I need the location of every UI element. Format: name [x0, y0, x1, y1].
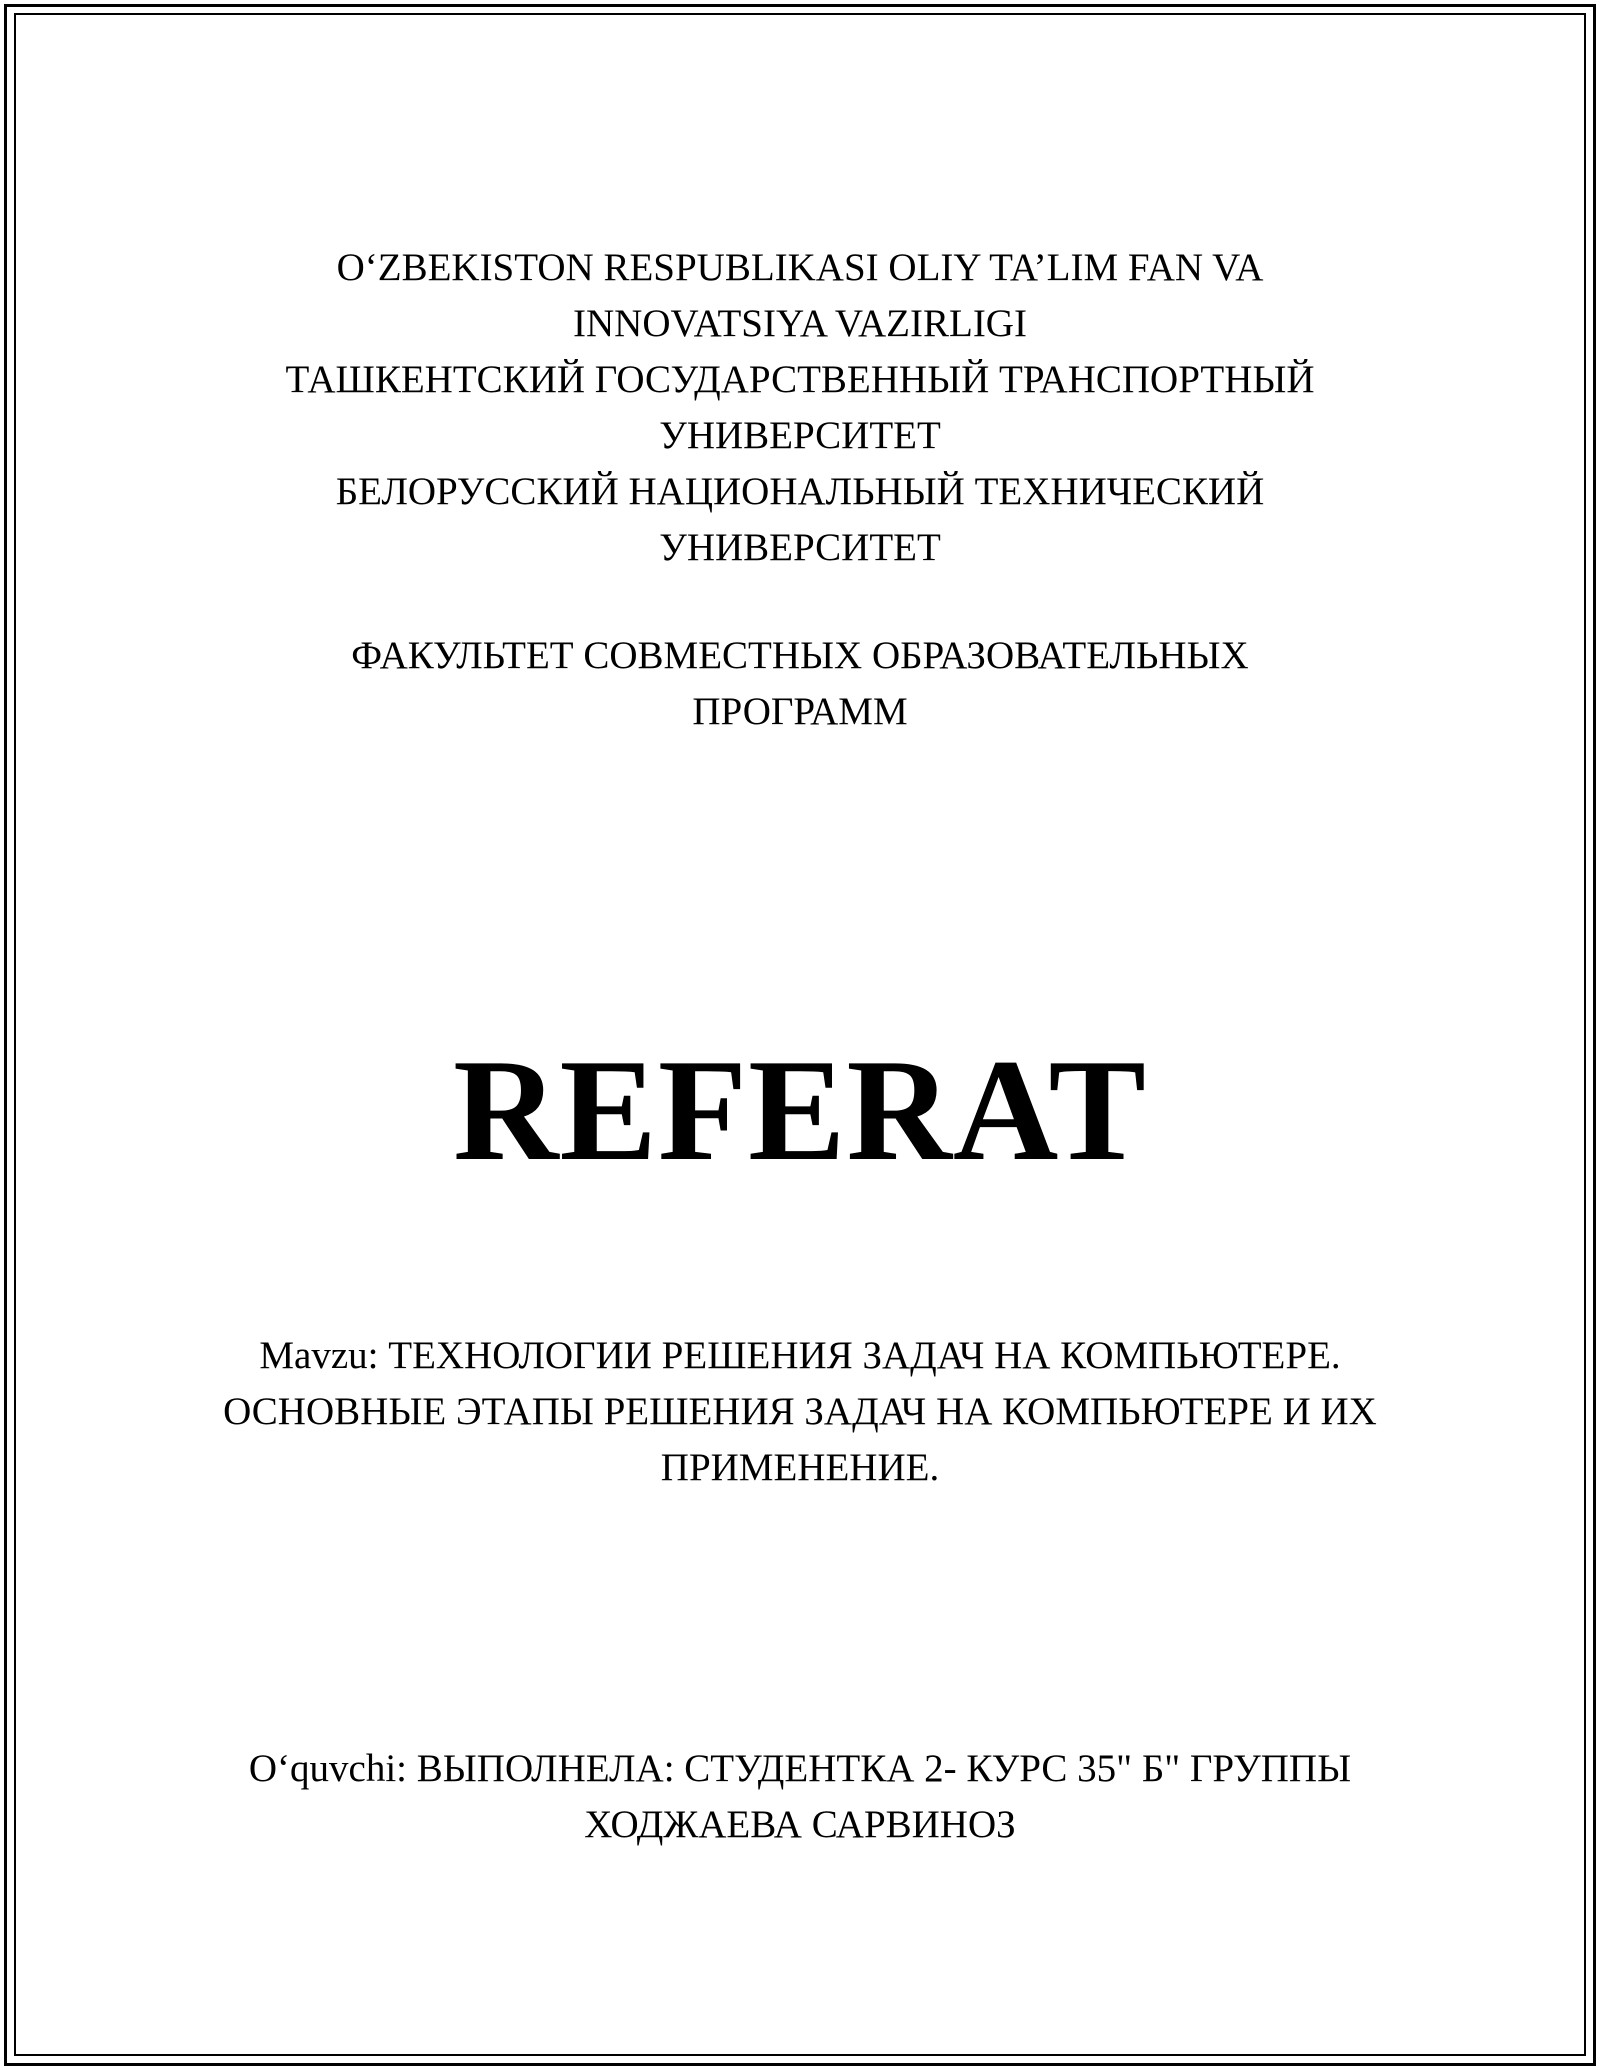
ministry-line-2: INNOVATSIYA VAZIRLIGI [573, 302, 1027, 345]
document-title: REFERAT [453, 1029, 1147, 1191]
topic-block [0, 1328, 1600, 1496]
university-line-1: ТАШКЕНТСКИЙ ГОСУДАРСТВЕННЫЙ ТРАНСПОРТНЫЙ [285, 358, 1315, 401]
student-line-1: O‘quvchi: ВЫПОЛНЕЛА: СТУДЕНТКА 2- КУРС 35" Б" ГРУППЫ [248, 1747, 1352, 1790]
university-line-2: УНИВЕРСИТЕТ [659, 414, 941, 457]
document-title-block [0, 1025, 1600, 1195]
partner-university-line-1: БЕЛОРУССКИЙ НАЦИОНАЛЬНЫЙ ТЕХНИЧЕСКИЙ [335, 470, 1265, 513]
student-line-2: ХОДЖАЕВА САРВИНОЗ [584, 1803, 1016, 1846]
topic-line-1: Mavzu: ТЕХНОЛОГИИ РЕШЕНИЯ ЗАДАЧ НА КОМПЬЮТЕРЕ. [259, 1334, 1341, 1377]
faculty-name [0, 628, 1600, 740]
faculty-line-1: ФАКУЛЬТЕТ СОВМЕСТНЫХ ОБРАЗОВАТЕЛЬНЫХ [351, 634, 1249, 677]
topic-line-2: ОСНОВНЫЕ ЭТАПЫ РЕШЕНИЯ ЗАДАЧ НА КОМПЬЮТЕРЕ И ИХ [223, 1390, 1377, 1433]
faculty-line-2: ПРОГРАММ [692, 690, 908, 733]
institution-header [0, 240, 1600, 576]
topic-line-3: ПРИМЕНЕНИЕ. [660, 1446, 940, 1489]
partner-university-line-2: УНИВЕРСИТЕТ [659, 526, 941, 569]
student-info [0, 1741, 1600, 1853]
ministry-line-1: O‘ZBEKISTON RESPUBLIKASI OLIY TA’LIM FAN VA [336, 246, 1264, 289]
